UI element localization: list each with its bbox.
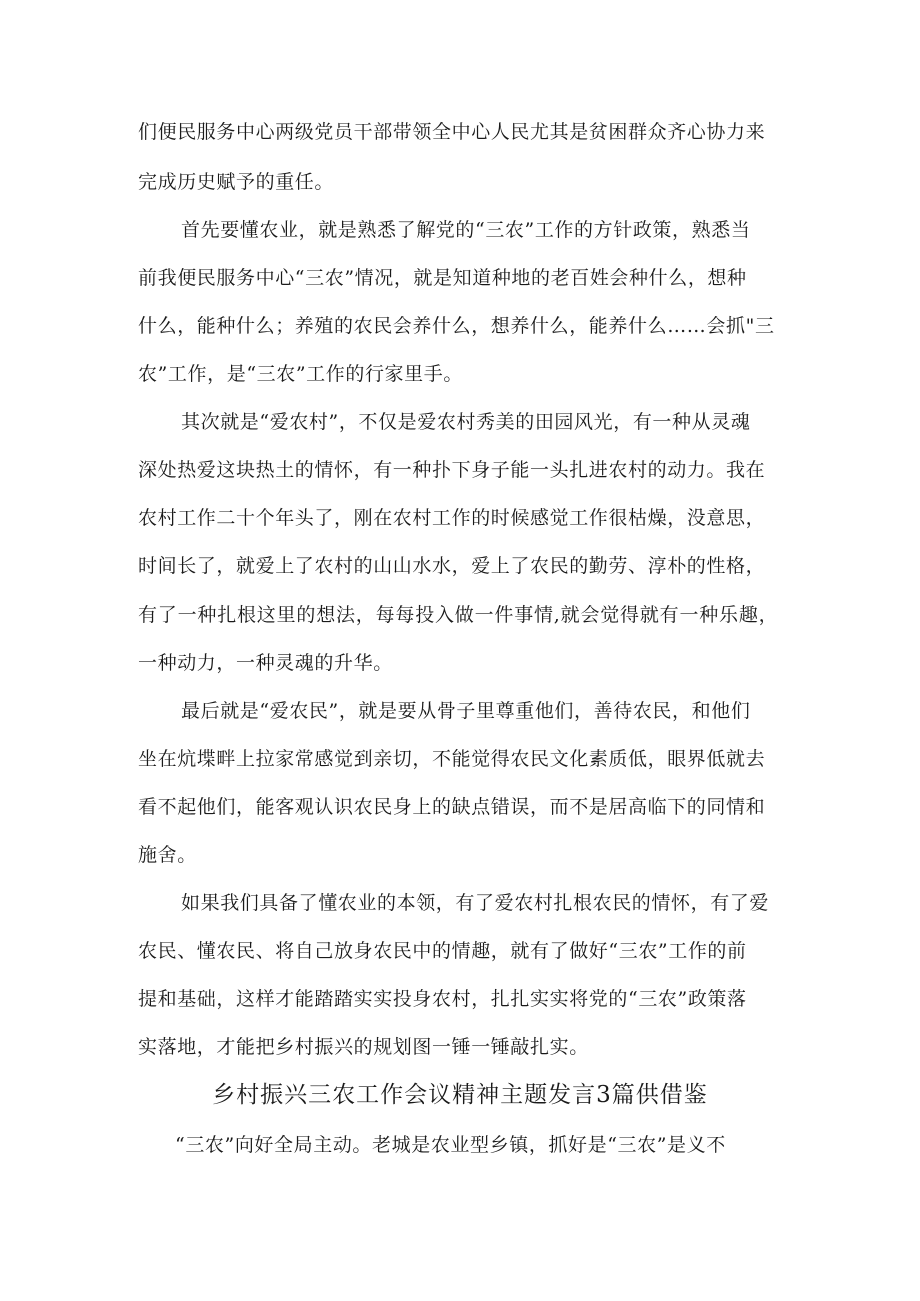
- paragraph-first-line: “三农”向好全局主动。老城是农业型乡镇，抓好是“三农”是义不: [175, 1134, 726, 1156]
- text-line: 农”工作，是“三农”工作的行家里手。: [138, 363, 463, 385]
- text-line: 坐在炕堞畔上拉家常感觉到亲切，不能觉得农民文化素质低，眼界低就去: [138, 748, 766, 770]
- text-line: 完成历史赋予的重任。: [138, 171, 335, 193]
- text-line: 什么，能种什么；养殖的农民会养什么，想养什么，能养什么……会抓"三: [138, 315, 775, 337]
- text-line: 实落地，才能把乡村振兴的规划图一锤一锤敲扎实。: [138, 1036, 589, 1058]
- text-line: 前我便民服务中心“三农”情况，就是知道种地的老百姓会种什么，想种: [138, 267, 747, 289]
- text-line: 一种动力，一种灵魂的升华。: [138, 652, 393, 674]
- text-line: 农民、懂农民、将自己放身农民中的情趣，就有了做好“三农”工作的前: [138, 940, 747, 962]
- text-line: 时间长了，就爱上了农村的山山水水，爱上了农民的勤劳、淳朴的性格，: [138, 555, 766, 577]
- section-heading: 乡村振兴三农工作会议精神主题发言3篇供借鉴: [212, 1082, 708, 1108]
- text-line: 施舍。: [138, 844, 197, 866]
- text-line: 们便民服务中心两级党员干部带领全中心人民尤其是贫困群众齐心协力来: [138, 121, 766, 143]
- paragraph-first-line: 最后就是“爱农民”，就是要从骨子里尊重他们，善待农民，和他们: [181, 700, 751, 722]
- text-line: 深处热爱这块热土的情怀，有一种扑下身子能一头扎进农村的动力。我在: [138, 459, 766, 481]
- text-line: 看不起他们，能客观认识农民身上的缺点错误，而不是居高临下的同情和: [138, 796, 766, 818]
- paragraph-first-line: 如果我们具备了懂农业的本领，有了爱农村扎根农民的情怀，有了爱: [181, 892, 770, 914]
- text-line: 有了一种扎根这里的想法，每每投入做一件事情,就会觉得就有一种乐趣，: [138, 604, 779, 626]
- paragraph-first-line: 其次就是“爱农村”，不仅是爱农村秀美的田园风光，有一种从灵魂: [181, 411, 751, 433]
- text-line: 农村工作二十个年头了，刚在农村工作的时候感觉工作很枯燥，没意思，: [138, 507, 766, 529]
- text-line: 提和基础，这样才能踏踏实实投身农村，扎扎实实将党的“三农”政策落: [138, 988, 747, 1010]
- paragraph-first-line: 首先要懂农业，就是熟悉了解党的“三农”工作的方针政策，熟悉当: [181, 219, 751, 241]
